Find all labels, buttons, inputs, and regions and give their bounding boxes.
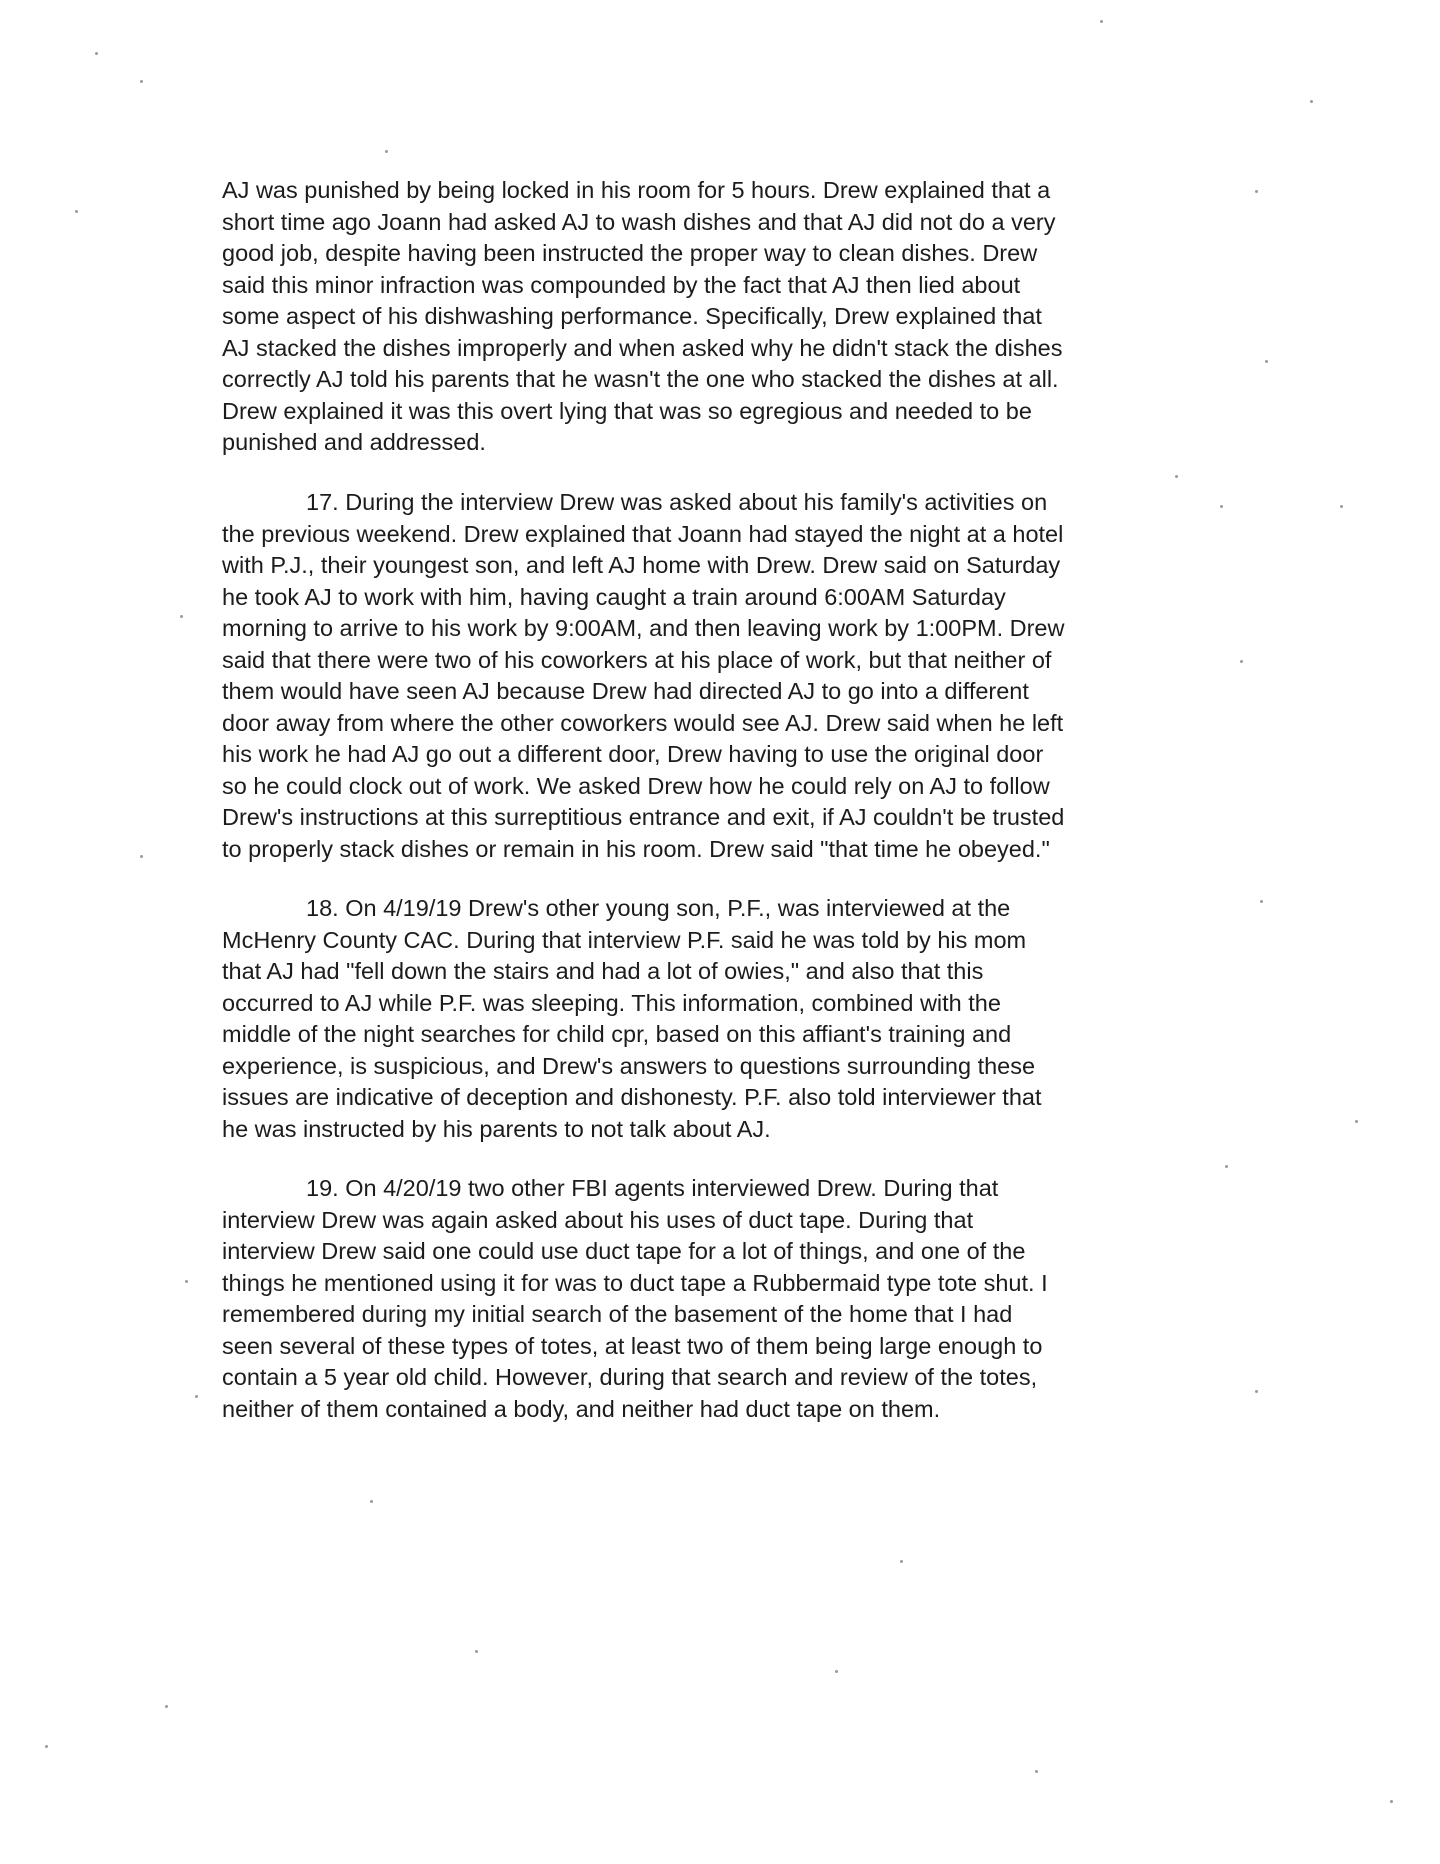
text-line: middle of the night searches for child cpr, based on this affiant's training and <box>222 1021 1012 1047</box>
text-line: remembered during my initial search of the basement of the home that I had <box>222 1301 1013 1327</box>
text-line: so he could clock out of work. We asked Drew how he could rely on AJ to follow <box>222 772 1050 799</box>
paragraph-19 <box>222 1173 1222 1425</box>
scan-speck <box>45 1745 48 1748</box>
scan-speck <box>75 210 78 213</box>
scan-speck <box>1240 660 1243 663</box>
text-line: 17. During the interview Drew was asked about his family's activities on <box>306 489 1048 515</box>
scan-speck <box>140 855 143 858</box>
scan-speck <box>140 80 143 83</box>
text-line: he took AJ to work with him, having caught a train around 6:00AM Saturday <box>222 583 1006 610</box>
text-line: some aspect of his dishwashing performance. Specifically, Drew explained that <box>222 303 1042 329</box>
text-line: McHenry County CAC. During that interview P.F. said he was told by his mom <box>222 926 1027 953</box>
text-line: his work he had AJ go out a different door, Drew having to use the original door <box>222 741 1044 767</box>
text-line: contain a 5 year old child. However, during that search and review of the totes, <box>222 1364 1038 1390</box>
text-line: he was instructed by his parents to not talk about AJ. <box>222 1115 771 1142</box>
text-line: 19. On 4/20/19 two other FBI agents interviewed Drew. During that <box>306 1175 999 1201</box>
text-line: morning to arrive to his work by 9:00AM, and then leaving work by 1:00PM. Drew <box>222 615 1065 641</box>
text-line: with P.J., their youngest son, and left AJ home with Drew. Drew said on Saturday <box>222 552 1061 578</box>
scan-speck <box>95 52 98 55</box>
scan-speck <box>1260 900 1263 903</box>
scan-speck <box>165 1705 168 1708</box>
scan-speck <box>1225 1165 1228 1168</box>
paragraph-continuation <box>222 175 1222 459</box>
text-line: interview Drew said one could use duct tape for a lot of things, and one of the <box>222 1238 1026 1264</box>
text-line: AJ stacked the dishes improperly and when asked why he didn't stack the dishes <box>222 334 1063 361</box>
paragraph-17 <box>222 487 1222 865</box>
text-line: short time ago Joann had asked AJ to wash dishes and that AJ did not do a very <box>222 208 1056 235</box>
text-line: correctly AJ told his parents that he wasn't the one who stacked the dishes at all. <box>222 366 1059 392</box>
text-line: 18. On 4/19/19 Drew's other young son, P.F., was interviewed at the <box>306 895 1011 921</box>
text-line: good job, despite having been instructed the proper way to clean dishes. Drew <box>222 240 1038 266</box>
scan-speck <box>1265 360 1268 363</box>
scan-speck <box>1355 1120 1358 1123</box>
text-line: the previous weekend. Drew explained that Joann had stayed the night at a hotel <box>222 520 1064 547</box>
text-line: Drew's instructions at this surreptitious entrance and exit, if AJ couldn't be trusted <box>222 804 1065 830</box>
scan-speck <box>835 1670 838 1673</box>
text-line: experience, is suspicious, and Drew's answers to questions surrounding these <box>222 1052 1036 1079</box>
text-line: issues are indicative of deception and dishonesty. P.F. also told interviewer that <box>222 1084 1042 1110</box>
paragraph-18 <box>222 893 1222 1145</box>
text-line: interview Drew was again asked about his uses of duct tape. During that <box>222 1206 974 1233</box>
scan-speck <box>370 1500 373 1503</box>
text-line: to properly stack dishes or remain in his room. Drew said "that time he obeyed." <box>222 835 1050 862</box>
scan-speck <box>1175 475 1178 478</box>
scan-speck <box>1255 1390 1258 1393</box>
scan-speck <box>1035 1770 1038 1773</box>
text-line: said that there were two of his coworkers at his place of work, but that neither of <box>222 646 1052 673</box>
scan-speck <box>1310 100 1313 103</box>
text-line: Drew explained it was this overt lying that was so egregious and needed to be <box>222 397 1032 424</box>
scan-speck <box>1390 1800 1393 1803</box>
scan-speck <box>1340 505 1343 508</box>
text-line: neither of them contained a body, and neither had duct tape on them. <box>222 1395 941 1422</box>
text-line: seen several of these types of totes, at least two of them being large enough to <box>222 1332 1043 1359</box>
scan-speck <box>1255 190 1258 193</box>
text-line: AJ was punished by being locked in his room for 5 hours. Drew explained that a <box>222 177 1051 203</box>
text-line: that AJ had "fell down the stairs and had a lot of owies," and also that this <box>222 958 984 984</box>
text-line: them would have seen AJ because Drew had directed AJ to go into a different <box>222 678 1029 704</box>
text-line: things he mentioned using it for was to duct tape a Rubbermaid type tote shut. I <box>222 1269 1048 1296</box>
text-line: occurred to AJ while P.F. was sleeping. This information, combined with the <box>222 989 1001 1016</box>
text-line: door away from where the other coworkers would see AJ. Drew said when he left <box>222 709 1064 736</box>
scan-speck <box>900 1560 903 1563</box>
text-line: said this minor infraction was compounded by the fact that AJ then lied about <box>222 271 1021 298</box>
text-line: punished and addressed. <box>222 429 486 455</box>
scan-speck <box>385 150 388 153</box>
scan-speck <box>180 615 183 618</box>
scan-speck <box>475 1650 478 1653</box>
scan-speck <box>195 1395 198 1398</box>
scan-speck <box>1100 20 1103 23</box>
scan-speck <box>185 1280 188 1283</box>
